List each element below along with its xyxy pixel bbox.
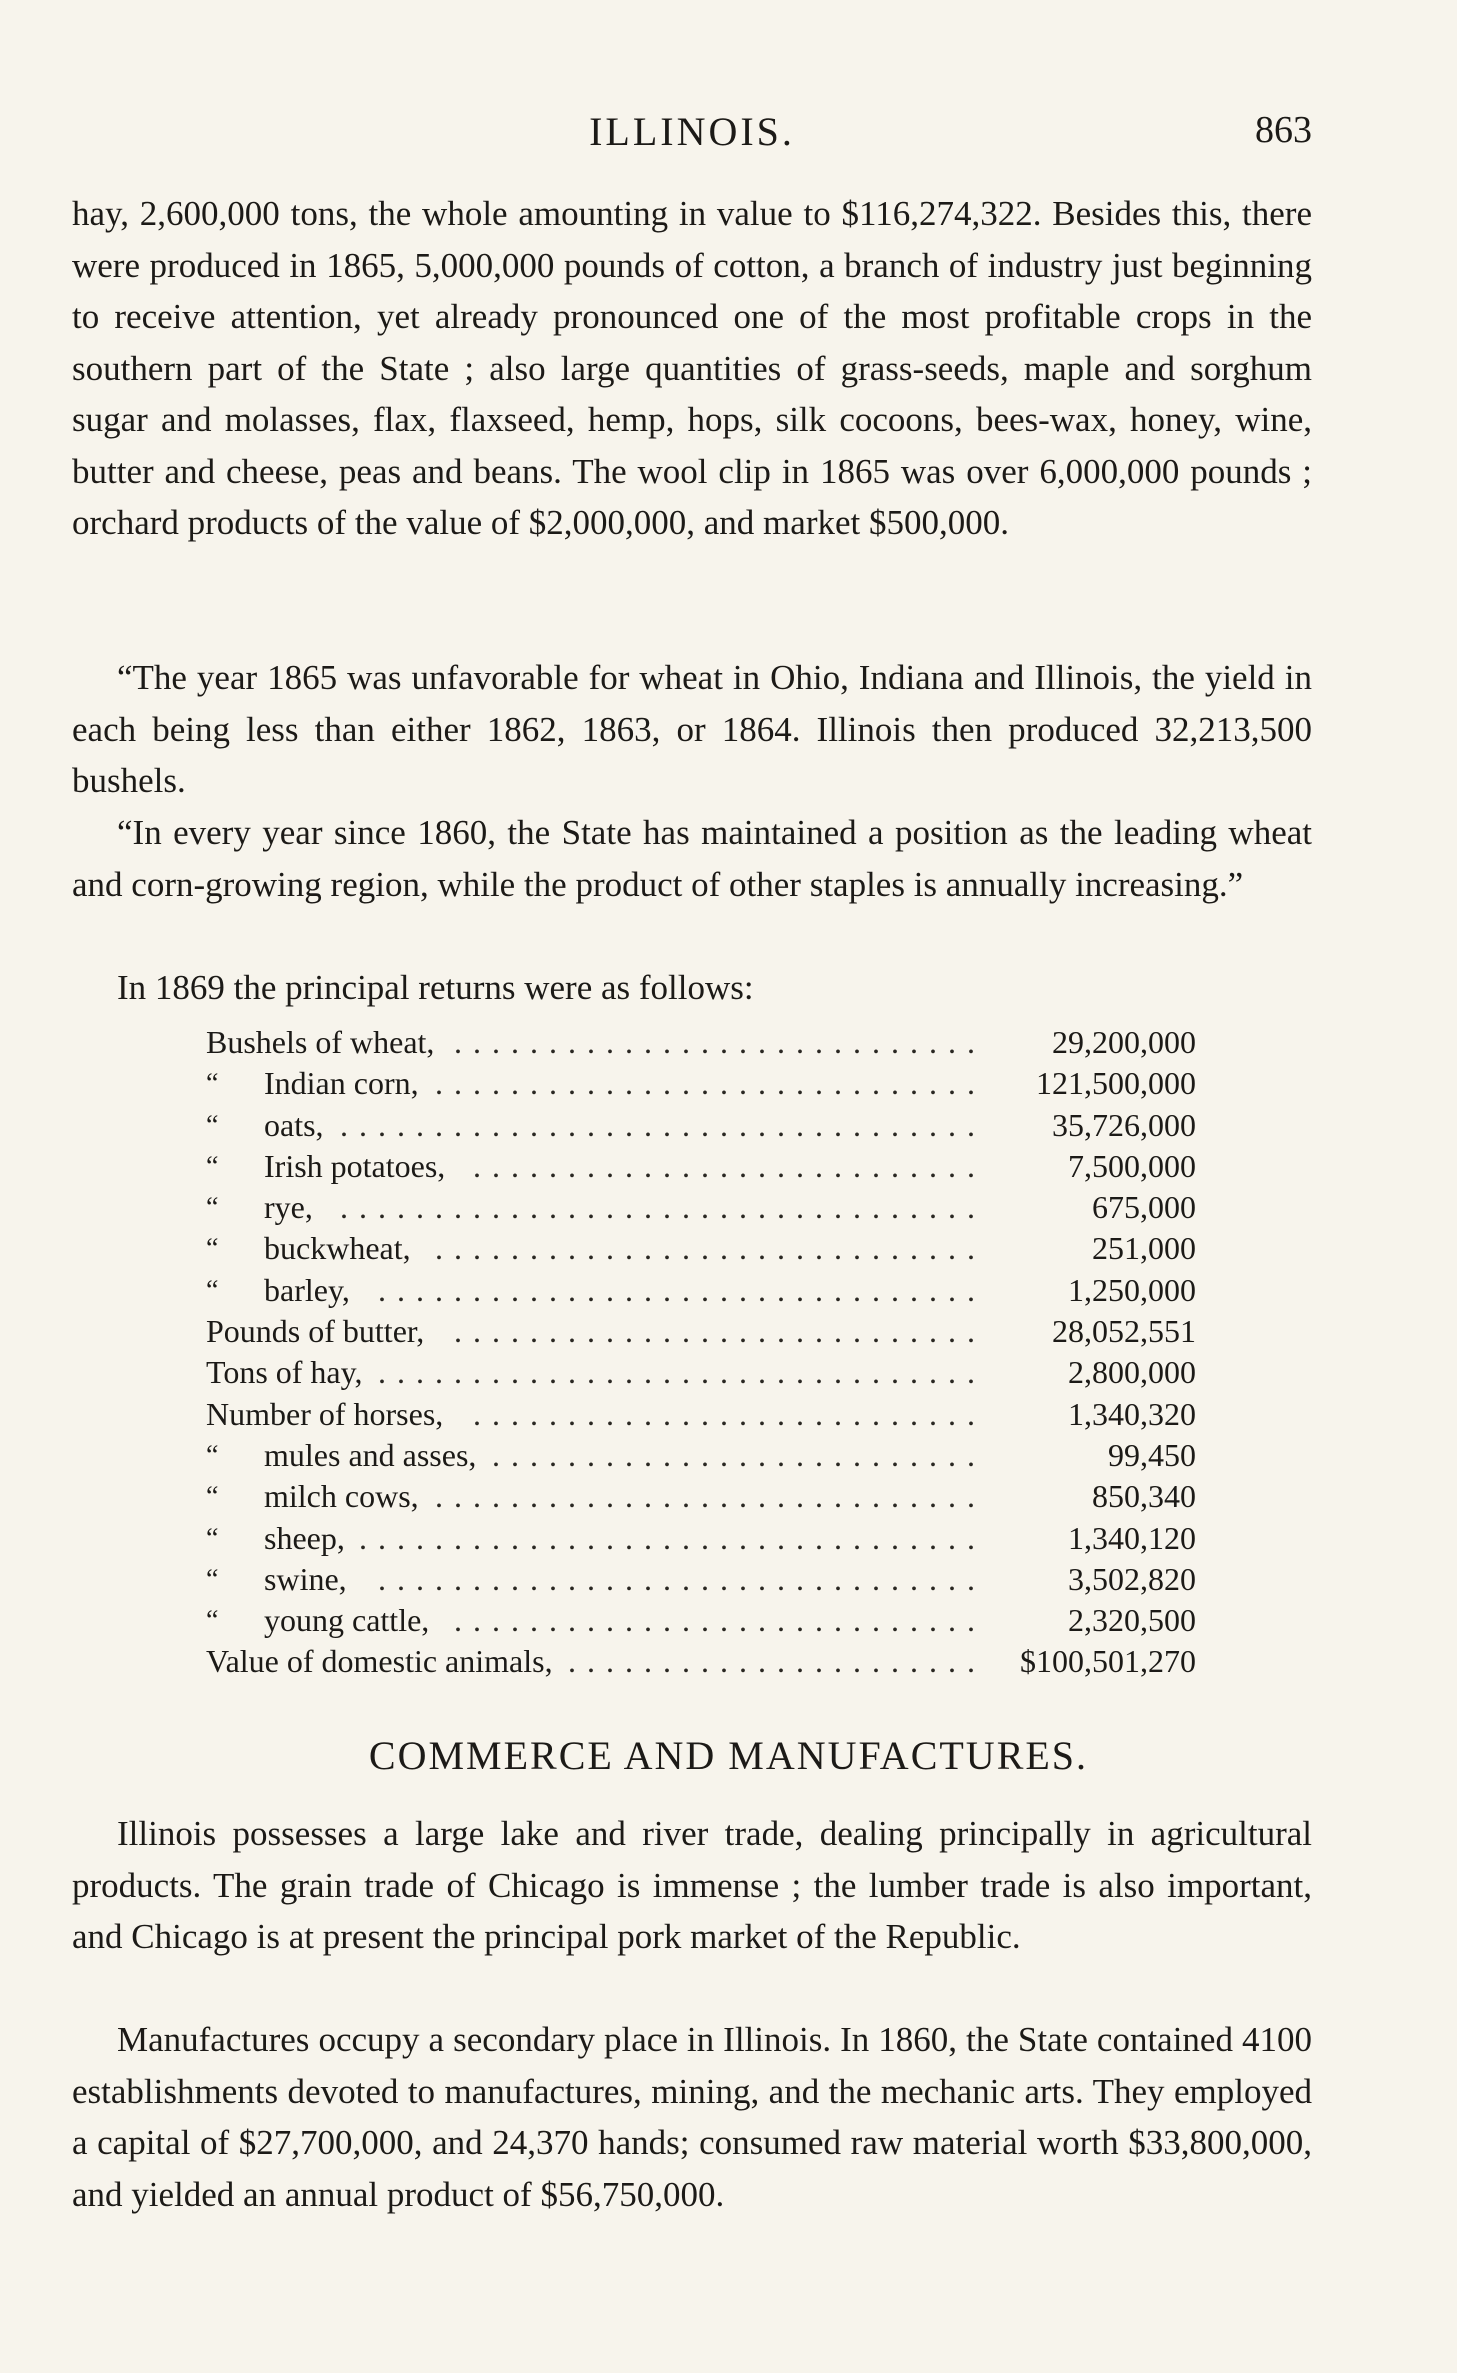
returns-item-value: 99,450	[1108, 1436, 1196, 1473]
returns-row	[206, 1270, 1196, 1311]
returns-item-label: Value of domestic animals,	[206, 1643, 553, 1680]
returns-row	[206, 1518, 1196, 1559]
running-title: ILLINOIS.	[589, 109, 795, 154]
leader-dots: .............................	[435, 1478, 986, 1515]
returns-item-value: 3,502,820	[1068, 1560, 1196, 1597]
ditto-mark: “	[206, 1481, 219, 1513]
returns-item-label: swine,	[264, 1560, 347, 1597]
returns-item-value: 1,250,000	[1068, 1271, 1196, 1308]
returns-row	[206, 1394, 1196, 1435]
returns-table-1869	[206, 1022, 1196, 1683]
leader-dots: ............................	[454, 1313, 986, 1350]
ditto-mark: “	[206, 1522, 219, 1554]
returns-row	[206, 1641, 1196, 1682]
ditto-mark: “	[206, 1605, 219, 1637]
leader-dots: ..................................	[340, 1189, 986, 1226]
returns-row	[206, 1146, 1196, 1187]
ditto-mark: “	[206, 1150, 219, 1182]
returns-row	[206, 1228, 1196, 1269]
returns-row	[206, 1022, 1196, 1063]
returns-item-label: Irish potatoes,	[264, 1147, 446, 1184]
paragraph-returns-intro	[72, 962, 1312, 1014]
returns-item-label: sheep,	[264, 1519, 345, 1556]
returns-row	[206, 1063, 1196, 1104]
section-heading: COMMERCE AND MANUFACTURES.	[368, 1733, 1089, 1778]
returns-row	[206, 1311, 1196, 1352]
leader-dots: .............................	[435, 1230, 986, 1267]
ditto-mark: “	[206, 1233, 219, 1265]
returns-row	[206, 1559, 1196, 1600]
returns-item-value: 7,500,000	[1068, 1147, 1196, 1184]
ditto-mark: “	[206, 1563, 219, 1595]
returns-item-label: barley,	[264, 1271, 350, 1308]
page-header	[72, 108, 1312, 158]
returns-item-value: 850,340	[1092, 1478, 1196, 1515]
ditto-mark: “	[206, 1439, 219, 1471]
ditto-mark: “	[206, 1109, 219, 1141]
returns-item-value: 28,052,551	[1052, 1313, 1196, 1350]
returns-item-label: Bushels of wheat,	[206, 1024, 435, 1060]
returns-item-value: 35,726,000	[1052, 1106, 1196, 1143]
leader-dots: ............................	[454, 1602, 986, 1639]
returns-row	[206, 1352, 1196, 1393]
returns-item-label: rye,	[264, 1189, 313, 1226]
paragraph-crop-production	[72, 188, 1312, 549]
paragraph-manufactures	[72, 2014, 1312, 2220]
leader-dots: ..........................	[492, 1436, 986, 1473]
leader-dots: ................................	[378, 1354, 986, 1391]
returns-item-value: 1,340,320	[1068, 1395, 1196, 1432]
leader-dots: ......................	[568, 1643, 986, 1680]
paragraph-text: “In every year since 1860, the State has maintained a position as the leading wheat and corn-growing region, while the product of other staples is annually increasing.”	[72, 813, 1312, 904]
returns-item-value: 121,500,000	[1036, 1065, 1196, 1102]
paragraph-wheat-1865	[72, 652, 1312, 807]
returns-item-label: mules and asses,	[264, 1436, 477, 1473]
returns-row	[206, 1105, 1196, 1146]
returns-row	[206, 1187, 1196, 1228]
returns-item-label: Indian corn,	[264, 1065, 419, 1102]
page-number: 863	[1255, 109, 1312, 151]
leader-dots: ..................................	[340, 1106, 986, 1143]
leader-dots: ................................	[378, 1560, 986, 1597]
returns-item-value: 2,320,500	[1068, 1602, 1196, 1639]
leader-dots: ............................	[454, 1024, 986, 1060]
paragraph-text: In 1869 the principal returns were as follows:	[117, 968, 754, 1007]
leader-dots: ................................	[378, 1271, 986, 1308]
paragraph-text: Illinois possesses a large lake and river trade, dealing principally in agricultural products. The grain trade of Chicago is immense ; the lumber trade is also important, and Chicago is at present the principal pork market of the Republic.	[72, 1814, 1312, 1956]
returns-item-label: milch cows,	[264, 1478, 419, 1515]
returns-row	[206, 1435, 1196, 1476]
paragraph-text: “The year 1865 was unfavorable for wheat in Ohio, Indiana and Illinois, the yield in each being less than either 1862, 1863, or 1864. Illinois then produced 32,213,500 bushels.	[72, 658, 1312, 800]
paragraph-leading-region	[72, 807, 1312, 910]
returns-item-value: 675,000	[1092, 1189, 1196, 1226]
returns-item-label: buckwheat,	[264, 1230, 411, 1267]
leader-dots: ...........................	[473, 1147, 986, 1184]
paragraph-commerce	[72, 1808, 1312, 1963]
returns-item-label: oats,	[264, 1106, 324, 1143]
returns-item-label: Number of horses,	[206, 1395, 444, 1432]
returns-item-label: young cattle,	[264, 1602, 430, 1639]
paragraph-text: hay, 2,600,000 tons, the whole amounting in value to $116,274,322. Besides this, there were produced in 1865, 5,000,000 pounds of cotton, a branch of industry just beginning to receive attention, yet already pronounced one of the most profitable crops in the southern part of the State ; also large quantities of grass-seeds, maple and sorghum sugar and molasses, flax, flaxseed, hemp, hops, silk cocoons, bees-wax, honey, wine, butter and cheese, peas and beans. The wool clip in 1865 was over 6,000,000 pounds ; orchard products of the value of $2,000,000, and market $500,000.	[72, 194, 1312, 542]
leader-dots: .................................	[359, 1519, 986, 1556]
returns-item-value: $100,501,270	[1020, 1643, 1196, 1680]
leader-dots: .............................	[435, 1065, 986, 1102]
returns-item-value: 251,000	[1092, 1230, 1196, 1267]
returns-row	[206, 1600, 1196, 1641]
returns-item-value: 1,340,120	[1068, 1519, 1196, 1556]
returns-item-label: Pounds of butter,	[206, 1313, 425, 1350]
returns-item-value: 29,200,000	[1052, 1024, 1196, 1060]
ditto-mark: “	[206, 1274, 219, 1306]
returns-item-value: 2,800,000	[1068, 1354, 1196, 1391]
paragraph-text: Manufactures occupy a secondary place in Illinois. In 1860, the State contained 4100 establishments devoted to manufactures, mining, and the mechanic arts. They employed a capital of $27,700,000, and 24,370 hands; consumed raw material worth $33,800,000, and yielded an annual product of $56,750,000.	[72, 2020, 1312, 2214]
ditto-mark: “	[206, 1068, 219, 1100]
ditto-mark: “	[206, 1192, 219, 1224]
returns-row	[206, 1476, 1196, 1517]
leader-dots: ...........................	[473, 1395, 986, 1432]
returns-item-label: Tons of hay,	[206, 1354, 363, 1391]
